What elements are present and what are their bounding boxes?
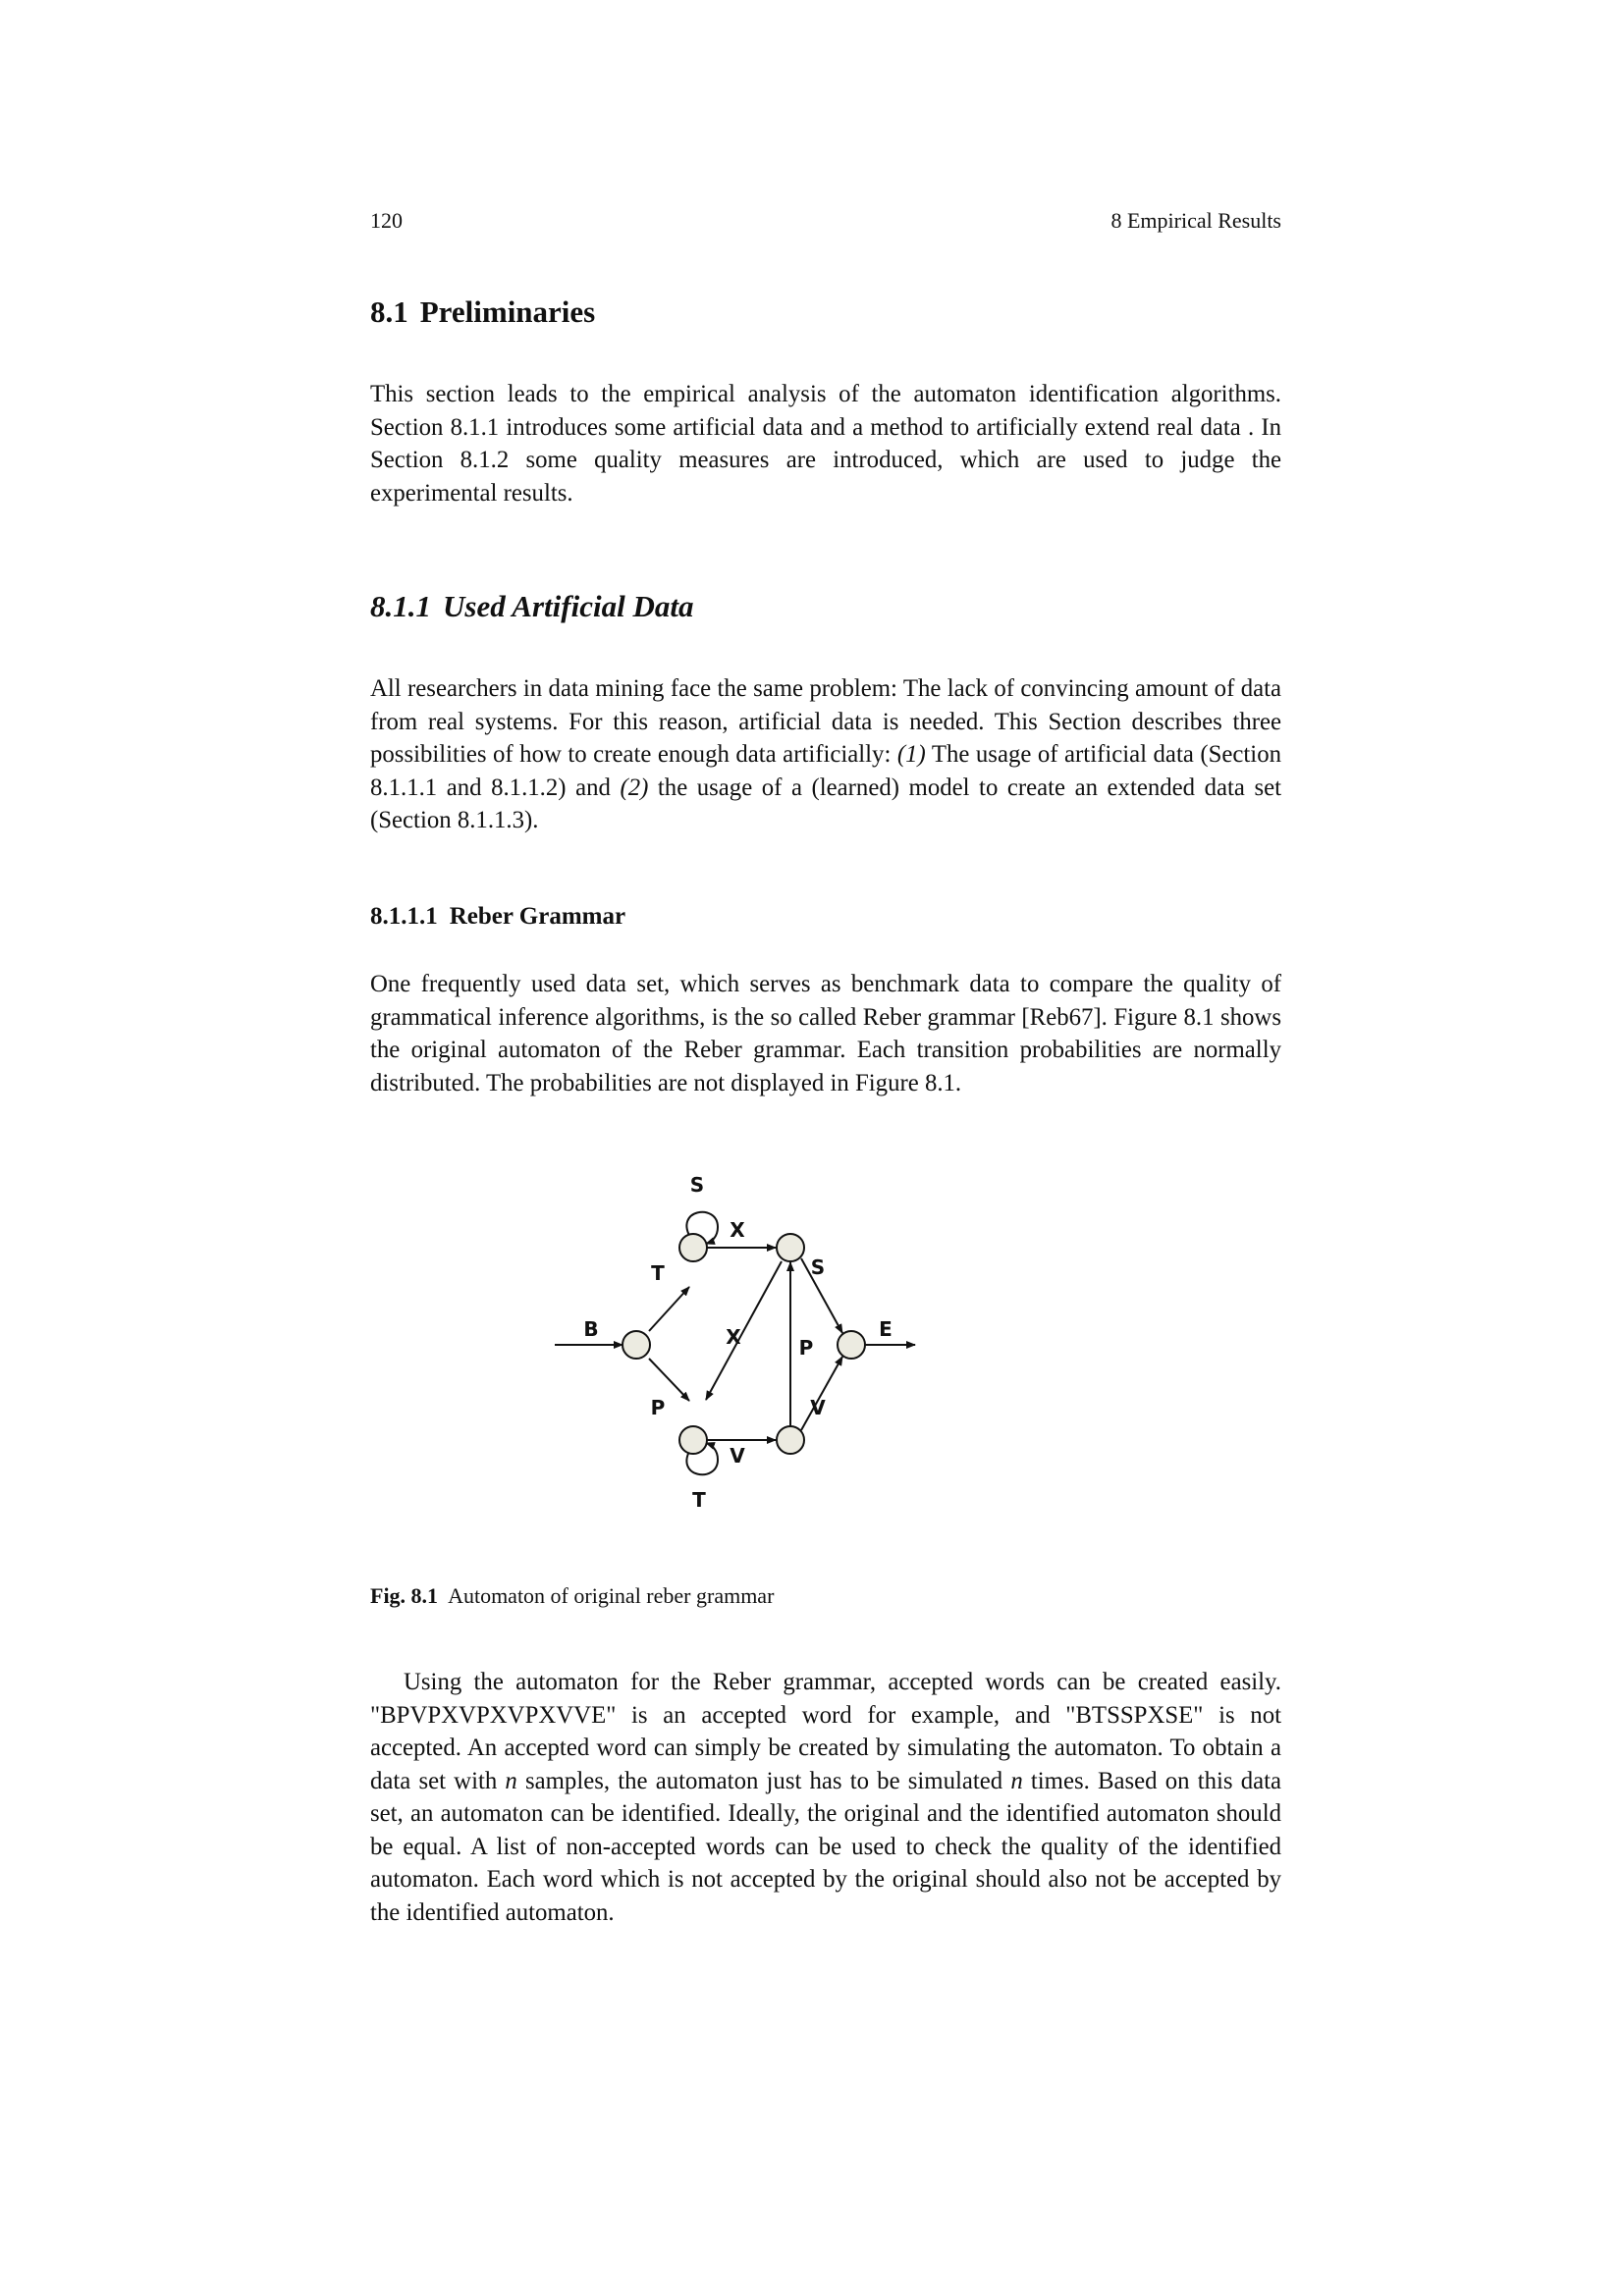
edge-label-v-right: V [810,1396,826,1419]
enum-marker: (2) [620,774,649,801]
paragraph-text: All researchers in data mining face the same problem: The lack of convincing amount of data from real systems. For this reason, artificial data is needed. This Section describes three possibilities of how to create enough data artificially: [370,675,1281,768]
edge-label-b: B [583,1317,599,1341]
edge-label-t: T [651,1261,665,1285]
paragraph-text: the usage of a (learned) model to create an extended data set (Section 8.1.1.3). [370,774,1281,833]
figure-label: Fig. 8.1 [370,1583,439,1608]
paragraph-text: The usage of artificial data (Section 8.1.1.1 and 8.1.1.2) and [370,741,1281,801]
state-node [679,1234,707,1261]
state-node [777,1426,804,1454]
running-head [370,208,1281,234]
edge-label-p-up: P [798,1336,814,1360]
subsection-number: 8.1.1 [370,589,431,623]
enum-marker: (1) [896,741,926,768]
state-node [623,1331,650,1359]
state-node [838,1331,865,1359]
intro-paragraph: This section leads to the empirical analysis of the automaton identification algorithms. Section 8.1.1 introduces some artificial data and a method to artificially extend real data . In Section 8.1.2 some quality measures are introduced, which are used to judge the experimental results. [370,381,1281,507]
subsubsection-number: 8.1.1.1 [370,903,438,930]
page-number: 120 [370,208,403,233]
math-variable: n [505,1767,517,1794]
edge-label-x-cross: X [726,1325,741,1349]
edge-p-down [649,1359,689,1401]
artificial-data-paragraph [370,672,1281,837]
edge-label-s-right: S [810,1255,826,1279]
figure-caption-text: Automaton of original reber grammar [448,1583,775,1608]
subsection-heading [370,589,693,624]
state-node [777,1234,804,1261]
automaton-diagram [555,1148,1105,1541]
paragraph-text: times. Based on this data set, an automaton can be identified. Ideally, the original and the identified automaton should be equal. A list of non-accepted words can be used to check the quality of the identified automaton. Each word which is not accepted by the original should also not be accepted by the identified automaton. [370,1767,1281,1926]
edge-label-t-loop: T [692,1488,706,1512]
paragraph-text: samples, the automaton just has to be simulated [516,1767,1011,1794]
subsubsection-title: Reber Grammar [449,903,626,930]
reber-paragraph: One frequently used data set, which serves as benchmark data to compare the quality of grammatical inference algorithms, is the so called Reber grammar [Reb67]. Figure 8.1 shows the original automaton of the Reber grammar. Each transition probabilities are normally distributed. The probabilities are not displayed in Figure 8.1. [370,971,1281,1096]
subsubsection-heading [370,903,625,931]
paragraph-text: Using the automaton for the Reber grammar, accepted words can be created easily. "BPVPXVPXVPXVVE" is an accepted word for example, and "BTSSPXSE" is not accepted. An accepted word can simply be created by simulating the automaton. To obtain a data set with [370,1669,1281,1794]
subsection-title: Used Artificial Data [443,589,694,623]
state-node [679,1426,707,1454]
closing-paragraph [370,1666,1281,1929]
edge-label-s: S [689,1173,705,1197]
math-variable: n [1010,1767,1023,1794]
automaton-figure [555,1148,1105,1541]
figure-caption [370,1583,774,1609]
section-title: Preliminaries [419,294,596,329]
edge-t-up [649,1287,689,1331]
edge-label-v: V [730,1444,745,1468]
chapter-title: 8 Empirical Results [1110,208,1281,233]
edge-label-e: E [879,1317,893,1341]
edge-label-p: P [650,1396,666,1419]
edge-x-cross [706,1261,782,1400]
section-number: 8.1 [370,294,408,329]
section-heading [370,294,595,330]
edge-label-x: X [730,1218,745,1242]
